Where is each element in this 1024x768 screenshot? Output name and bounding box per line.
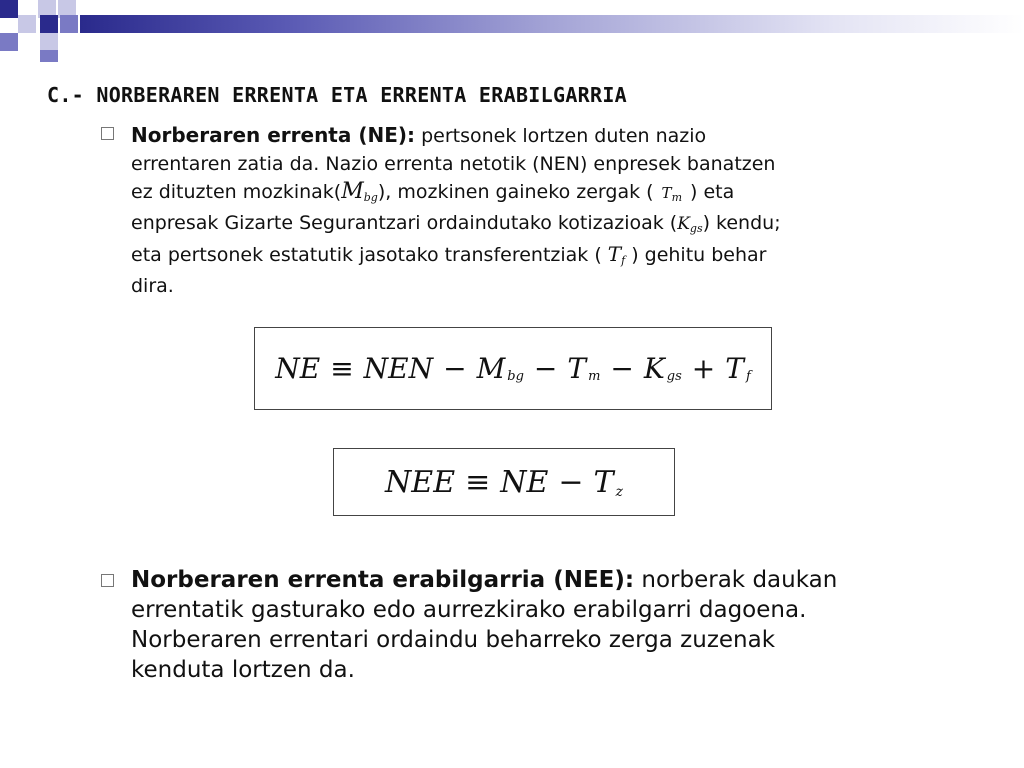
f1-ne: NE: [275, 352, 321, 385]
nee-line-3: Norberaren errentari ordaindu beharreko zerga zuzenak: [131, 627, 776, 653]
ne-text-3b: ), mozkinen gaineko zergak (: [377, 181, 654, 203]
ne-text-1: pertsonek lortzen duten nazio: [421, 125, 707, 147]
f1-tf-sub: f: [745, 369, 751, 384]
symbol-kgs: [677, 210, 702, 240]
f1-minus-3: −: [610, 352, 634, 385]
f1-m: M: [476, 352, 506, 385]
decor-square-8: [40, 33, 58, 51]
ne-text-4a: enpresak Gizarte Segurantzari ordaindutako kotizazioak (: [131, 212, 678, 234]
f1-k: K: [643, 352, 665, 385]
symbol-tf-base: T: [607, 242, 622, 266]
f1-minus-1: −: [443, 352, 467, 385]
ne-line-4: [131, 209, 971, 240]
nee-text-1: norberak daukan: [641, 567, 838, 593]
ne-text-3c: ) eta: [690, 181, 735, 203]
symbol-tm-sub: m: [671, 191, 682, 204]
symbol-mbg-base: M: [341, 179, 364, 204]
ne-line-3: [131, 178, 971, 209]
decor-square-9: [40, 50, 58, 62]
ne-text-5b: ) gehitu behar: [631, 244, 767, 266]
f1-minus-2: −: [533, 352, 558, 385]
decor-square-6: [60, 15, 78, 33]
symbol-tm-base: T: [661, 184, 672, 202]
nee-line-1: [131, 565, 971, 595]
f2-t-sub: z: [615, 484, 623, 500]
formula-nee-box: [333, 448, 675, 516]
ne-line-2: errentaren zatia da. Nazio errenta netotik (NEN) enpresek banatzen: [131, 153, 776, 175]
bullet-square-icon: [101, 127, 114, 140]
symbol-mbg-sub: bg: [363, 191, 378, 204]
f1-t: T: [567, 352, 587, 385]
f1-plus: +: [691, 352, 716, 385]
f2-t: T: [593, 464, 614, 500]
ne-term: Norberaren errenta (NE):: [131, 123, 416, 147]
bullet-square-icon: [101, 574, 114, 587]
nee-term: Norberaren errenta erabilgarria (NEE):: [131, 567, 635, 593]
f1-nen: NEN: [363, 352, 434, 385]
f2-nee: NEE: [385, 464, 456, 500]
ne-text-5a: eta pertsonek estatutik jasotako transferentziak (: [131, 244, 602, 266]
slide-heading: C.- NORBERAREN ERRENTA ETA ERRENTA ERABILGARRIA: [47, 83, 628, 107]
decor-square-4: [18, 15, 36, 33]
nee-line-2: errentatik gasturako edo aurrezkirako erabilgarri dagoena.: [131, 597, 807, 623]
ne-line-1: [131, 121, 971, 150]
f2-equiv: ≡: [465, 464, 491, 500]
f2-ne: NE: [500, 464, 549, 500]
ne-line-6: dira.: [131, 275, 174, 297]
decor-square-5: [40, 15, 58, 33]
nee-line-4: kenduta lortzen da.: [131, 657, 355, 683]
f2-minus: −: [558, 464, 584, 500]
decor-square-1: [0, 0, 18, 18]
decor-square-7: [0, 33, 18, 51]
f1-m-sub: bg: [507, 369, 524, 384]
decor-gradient-strip: [80, 15, 1024, 33]
f1-tf: T: [725, 352, 744, 385]
definition-nee: [131, 565, 971, 685]
f1-t-sub: m: [588, 369, 601, 384]
f1-k-sub: gs: [666, 369, 682, 384]
symbol-tm: [662, 179, 682, 209]
symbol-kgs-base: K: [677, 214, 690, 234]
ne-text-3a: ez dituzten mozkinak(: [131, 181, 342, 203]
symbol-kgs-sub: gs: [689, 222, 703, 235]
ne-line-5: [131, 240, 971, 272]
f1-equiv: ≡: [330, 352, 354, 385]
symbol-tf-sub: f: [621, 254, 626, 267]
formula-ne-box: [254, 327, 772, 410]
ne-text-4b: ) kendu;: [702, 212, 781, 234]
definition-ne: [131, 121, 971, 300]
symbol-tf: [608, 240, 625, 272]
symbol-mbg: [341, 178, 378, 209]
